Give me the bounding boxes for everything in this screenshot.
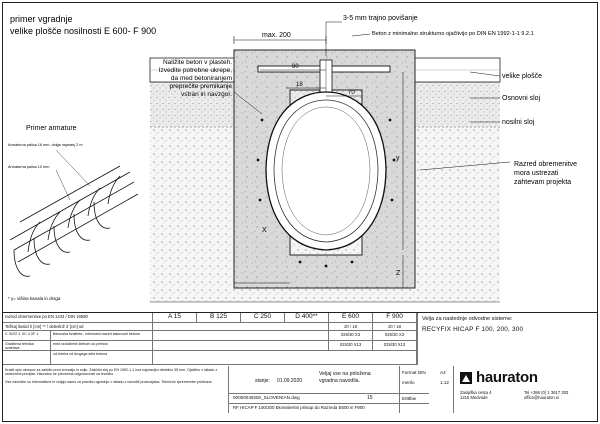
title-block [3,312,597,422]
code-e-2: 025/30 X13 [329,341,373,350]
hauraton-logo-icon [460,372,472,384]
address-1: Zasipška cesta 4 [460,390,492,395]
format-label: Format DIN [402,370,426,375]
row4-text: med vzdolžnimi žlebom do prehod [51,341,153,350]
format-value: A4 [440,370,446,375]
code-f-2: 025/30 X13 [373,341,417,350]
dim-x: X [262,227,267,234]
row5-text: od trdeha od drugega dela betona [51,351,153,364]
callout-top-dim: 3-5 mm trajno povišanje [343,15,418,22]
class-b125: B 125 [197,313,241,322]
dim-y: y [396,155,400,162]
row2-label: Težkaj šasiid h [cm] ** / debelinž Z [cm] od [3,323,153,330]
brand-name: hauraton [476,369,538,386]
svg-text:da med betoniranjem: da med betoniranjem [170,75,232,82]
phone: Tel +386 (0) 1 3617 303 [524,390,569,395]
caption: RF HICAP F 100/200 Ekvivalentni pristop do Razreda E600 in F900 [233,405,365,410]
valid-note-2: vgradna navodila. [319,378,360,384]
code-f-1: 025/30 X3 [373,331,417,340]
callout-load-class [514,161,577,186]
svg-text:vstran in navzgor.: vstran in navzgor. [181,91,232,98]
callout-bearing: nosilni sloj [502,119,535,126]
class-e600: E 600 [329,313,373,322]
dim-max: max. 200 [262,32,291,39]
class-f900: F 900 [373,313,417,322]
callout-base: Osnovni sloj [502,95,541,102]
rebar-a-label: Armaturna palica 16 mm. dolga najmanj 2 m [8,143,83,147]
product-label: Velja za naslednje odvodne sisteme: [422,316,513,322]
row4-label: Gradbena tehnika ozdelava [3,341,51,350]
date-label: stanje: [255,378,270,384]
code-e-1: 025/30 X3 [329,331,373,340]
dim-80: 80 [292,64,299,70]
footnote: * y= višina kanala in drsga [8,296,61,301]
row3-label: C 30/37-1 XC 4 XF 1 [3,331,51,340]
class-c250: C 250 [241,313,285,322]
class-d400: D 400** [285,313,329,322]
product-name: RECYFIX HICAP F 100, 200, 300 [422,326,524,333]
file-name: 00000049250_SLOVENIAN.dwg [233,395,300,400]
dim-18: 18 [296,82,303,88]
valid-note-1: Veljaj vse na priložena [319,371,371,377]
svg-text:preprečite premikanje: preprečite premikanje [169,83,232,90]
remark-2: Vse navedbe so informativne in veljajo samo za pravilno vgradnjo v skladu z navodili proizvajalca. Tehnične spremembe pridržane. [5,379,213,384]
spec-label: razred obremenitve po EN 1433 / DIN 19580 [3,313,153,322]
callout-beton: Beton z minimalno strukturno ojačitvijo po DIN EN 1992-1-1 9.2.1 [372,31,534,37]
date-value: 01.09.2020 [277,378,303,384]
rebar-b-label: Armaturna palica 10 mm [8,165,50,169]
reinforcement-title: Primer armature [26,125,77,132]
svg-text:Razred obremenitve: Razred obremenitve [514,161,578,168]
svg-text:mora ustrezati: mora ustrezati [514,170,559,177]
svg-text:zahtevam projekta: zahtevam projekta [514,179,572,186]
dim-z: Z [396,270,401,277]
drawing-title-1: primer vgradnje [10,14,73,24]
svg-text:Izvedite potrebne ukrepe,: Izvedite potrebne ukrepe, [158,67,232,74]
dim-70: 70 [348,90,355,96]
svg-text:Naližite beton v plasteh.: Naližite beton v plasteh. [162,59,232,66]
row2-f900: 20 / 18 [373,323,417,330]
revision: E08bw [402,396,417,401]
address-2: 1215 Medvode [460,395,488,400]
row3-text: Betonska kvaliteta - minimalni razred kakovosti betona [51,331,153,340]
email: office@hauraton.si [524,395,559,400]
scale-value: 1:12 [440,380,449,385]
sheet-number: 15 [367,395,373,401]
remark: Kratki opis ukrepov za zaščito pred zmrzaljo in soljo. Zaščitni sloj po EN 1992-1-1 ima najmanjšo debelino 35 mm. Ojačitev v skladu z ustreznimi predpisi. Hauraton ne prevzema odgovornosti za izvedbo. [5,368,218,377]
scale-label: merilo [402,380,415,385]
row2-e600: 20 / 18 [329,323,373,330]
callout-plates: velike plošče [502,73,543,80]
drawing-title-2: velike plošče nosilnosti E 600- F 900 [10,26,157,36]
class-a15: A 15 [153,313,197,322]
